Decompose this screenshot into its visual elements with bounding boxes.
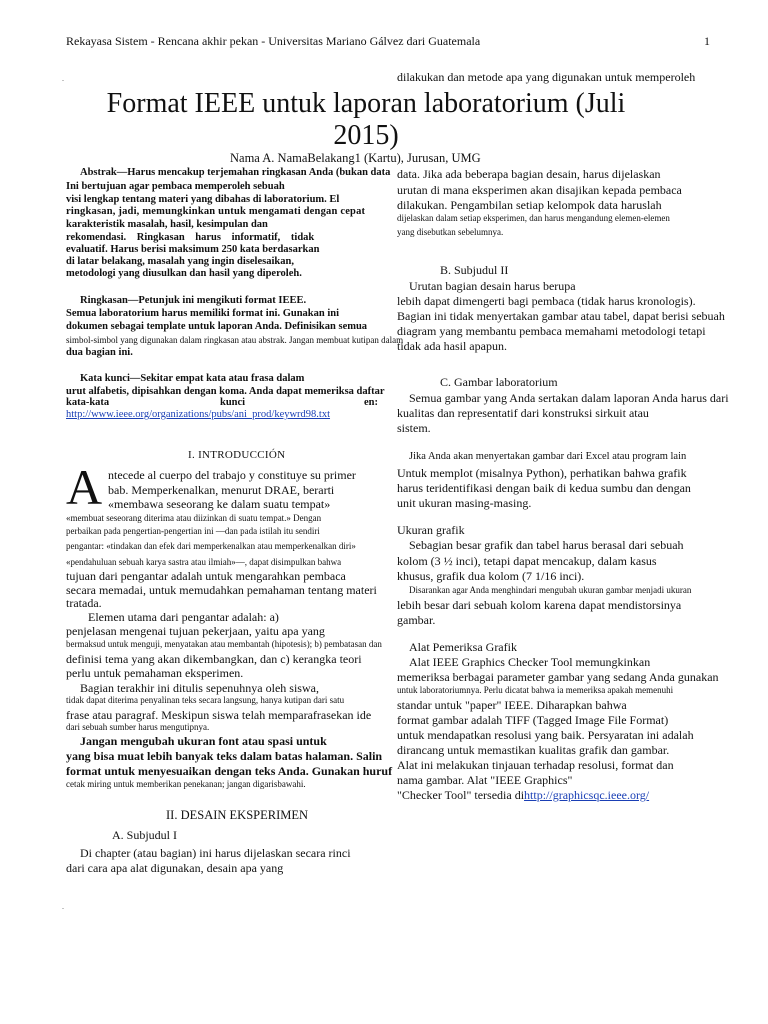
right-p4-line: harus teridentifikasi dengan baik di kedua sumbu dan dengan (397, 481, 691, 495)
checker-line (397, 788, 689, 803)
intro-line: «membuat seseorang diterima atau diizinkan di suatu tempat.» Dengan (66, 513, 322, 523)
right-p6-line: format gambar adalah TIFF (Tagged Image File Format) (397, 713, 669, 727)
right-p1-line: urutan di mana eksperimen akan disajikan kepada pembaca (397, 183, 682, 197)
drop-cap: A (66, 459, 103, 515)
intro-line: tidak dapat diterima penyalinan teks secara langsung, hanya kutipan dari satu (66, 695, 345, 705)
intro-line: perlu untuk pemahaman eksperimen. (66, 666, 244, 680)
running-header: Rekayasa Sistem - Rencana akhir pekan - Universitas Mariano Gálvez dari Guatemala (66, 34, 481, 48)
page-title (66, 88, 666, 152)
keywords-word: kunci (220, 397, 246, 408)
right-p5-line: Sebagian besar grafik dan tabel harus berasal dari sebuah (409, 538, 684, 552)
right-p6-line: nama gambar. Alat "IEEE Graphics" (397, 773, 573, 787)
abstract-line: Abstrak—Harus mencakup terjemahan ringkasan Anda (bukan data (80, 167, 391, 178)
author-line: Nama A. NamaBelakang1 (Kartu), Jurusan, UMG (230, 151, 481, 165)
intro-line: Elemen utama dari pengantar adalah: a) (88, 610, 279, 624)
abstract-line: di latar belakang, masalah yang ingin diselesaikan, (66, 256, 294, 267)
intro-line: bab. Memperkenalkan, menurut DRAE, berarti (108, 483, 335, 497)
right-p5-line: khusus, grafik dua kolom (7 1/16 inci). (397, 569, 585, 583)
abstract-line: karakteristik masalah, hasil, kesimpulan dan (66, 219, 268, 230)
design-line: dari cara apa alat digunakan, desain apa yang (66, 861, 284, 875)
right-p2-line: diagram yang membantu pembaca memahami metodologi tetapi (397, 324, 706, 338)
intro-line: pengantar: «tindakan dan efek dari memperkenalkan atau memperkenalkan diri» (66, 541, 356, 551)
ringkasan-line: dua bagian ini. (66, 347, 133, 358)
intro-line: Jangan mengubah ukuran font atau spasi untuk (80, 734, 327, 748)
right-p1-line: yang disebutkan sebelumnya. (397, 227, 504, 237)
intro-line: cetak miring untuk memberikan penekanan; jangan digarisbawahi. (66, 779, 306, 789)
right-p3-line: kualitas dan representatif dari konstruksi sirkuit atau (397, 406, 649, 420)
right-p3-line: sistem. (397, 421, 431, 435)
right-p6-line: untuk mendapatkan resolusi yang baik. Persyaratan ini adalah (397, 728, 694, 742)
right-p6-line: memeriksa berbagai parameter gambar yang sedang Anda gunakan (397, 670, 719, 684)
keywords-line: urut alfabetis, dipisahkan dengan koma. Anda dapat memeriksa daftar (66, 386, 385, 397)
section-heading-desain: II. DESAIN EKSPERIMEN (166, 808, 309, 822)
abstract-line: rekomendasi. Ringkasan harus informatif, tidak (66, 232, 315, 243)
right-p6-line: Alat ini melakukan tinjauan terhadap resolusi, format dan (397, 758, 674, 772)
title-line-2: 2015) (333, 120, 399, 151)
right-p4-line: unit ukuran masing-masing. (397, 496, 532, 510)
right-p1-line: data. Jika ada beberapa bagian desain, harus dijelaskan (397, 167, 661, 181)
right-p4-line: Untuk memplot (misalnya Python), perhatikan bahwa grafik (397, 466, 687, 480)
keywords-word: en: (364, 397, 378, 408)
intro-line: «pendahuluan sebuah karya sastra atau ilmiah»—, dapat disimpulkan bahwa (66, 557, 342, 567)
intro-line: «membawa seseorang ke dalam suatu tempat» (108, 497, 331, 511)
intro-line: frase atau paragraf. Meskipun siswa telah memparafrasekan ide (66, 708, 372, 722)
abstract-line: evaluatif. Harus berisi maksimum 250 kata berdasarkan (66, 244, 320, 255)
intro-line: perbaikan pada pengertian-pengertian ini —dan pada istilah itu sendiri (66, 526, 320, 536)
right-p6-line: dirancang untuk memastikan kualitas grafik dan gambar. (397, 743, 670, 757)
keywords-line: Kata kunci—Sekitar empat kata atau frasa dalam (80, 373, 305, 384)
checker-text: "Checker Tool" tersedia di (397, 788, 525, 802)
intro-line: Bagian terakhir ini ditulis sepenuhnya oleh siswa, (80, 681, 319, 695)
abstract-line: Ini bertujuan agar pembaca memperoleh sebuah (66, 181, 285, 192)
right-p5-line: lebih besar dari sebuah kolom karena dapat mendistorsinya (397, 598, 682, 612)
right-p2-line: lebih dapat dimengerti bagi pembaca (tidak harus kronologis). (397, 294, 696, 308)
subsection-heading-b: B. Subjudul II (440, 263, 509, 277)
right-p1-line: dijelaskan dalam setiap eksperimen, dan harus mengandung elemen-elemen (397, 213, 670, 223)
intro-line: penjelasan mengenai tujuan pekerjaan, yaitu apa yang (66, 624, 325, 638)
right-p2-line: Bagian ini tidak menyertakan gambar atau tabel, dapat berisi sebuah (397, 309, 725, 323)
ringkasan-line: Ringkasan—Petunjuk ini mengikuti format IEEE. (80, 295, 307, 306)
right-col-top-line: dilakukan dan metode apa yang digunakan untuk memperoleh (397, 70, 696, 84)
section-heading-introduccion: I. INTRODUCCIÓN (188, 449, 286, 461)
subsection-heading-c: C. Gambar laboratorium (440, 375, 558, 389)
intro-line: dari sebuah sumber harus mengutipnya. (66, 722, 210, 732)
ringkasan-line: dokumen sebagai template untuk laporan Anda. Definisikan semua (66, 321, 368, 332)
right-p3-line: Semua gambar yang Anda sertakan dalam laporan Anda harus dari (409, 391, 729, 405)
title-line-1: Format IEEE untuk laporan laboratorium (Juli (106, 88, 626, 119)
page-number: 1 (704, 34, 710, 48)
margin-mark: . (62, 74, 64, 83)
intro-line: tujuan dari pengantar adalah untuk mengarahkan pembaca (66, 569, 346, 583)
right-p5-line: Disarankan agar Anda menghindari mengubah ukuran gambar menjadi ukuran (409, 585, 692, 595)
right-p5-line: gambar. (397, 613, 436, 627)
right-p6-line: standar untuk "paper" IEEE. Diharapkan bahwa (397, 698, 627, 712)
right-p2-line: tidak ada hasil apapun. (397, 339, 507, 353)
design-line: Di chapter (atau bagian) ini harus dijelaskan secara rinci (80, 846, 351, 860)
right-p1-line: dilakukan. Pengambilan setiap kelompok data haruslah (397, 198, 662, 212)
intro-line: secara memadai, untuk memudahkan pemahaman tentang materi (66, 583, 377, 597)
right-p2-line: Urutan bagian desain harus berupa (409, 279, 576, 293)
right-p6-line: untuk laboratoriumnya. Perlu dicatat bahwa ia memeriksa apakah memenuhi (397, 685, 674, 695)
margin-mark: . (62, 902, 64, 911)
intro-line: format untuk menyesuaikan dengan teks Anda. Gunakan huruf (66, 764, 393, 778)
alat-heading: Alat Pemeriksa Grafik (409, 640, 517, 654)
subsection-heading-a: A. Subjudul I (112, 828, 178, 842)
intro-line: bermaksud untuk menguji, menyatakan atau membantah (hipotesis); b) pembatasan dan (66, 639, 382, 649)
right-p6-line: Alat IEEE Graphics Checker Tool memungkinkan (409, 655, 651, 669)
right-p4-line: Jika Anda akan menyertakan gambar dari Excel atau program lain (409, 451, 687, 462)
keywords-link[interactable]: http://www.ieee.org/organizations/pubs/ani_prod/keywrd98.txt (66, 409, 331, 420)
abstract-line: ringkasan, jadi, memungkinkan untuk mengamati dengan cepat (66, 206, 366, 217)
right-p5-line: kolom (3 ½ inci), tetapi dapat mencakup, dalam kasus (397, 554, 657, 568)
intro-line: definisi tema yang akan dikembangkan, dan c) kerangka teori (66, 652, 362, 666)
ringkasan-line: Semua laboratorium harus memiliki format ini. Gunakan ini (66, 308, 340, 319)
ringkasan-line: simbol-simbol yang digunakan dalam ringkasan atau abstrak. Jangan membuat kutipan dalam (66, 335, 404, 345)
abstract-line: metodologi yang diusulkan dan hasil yang diperoleh. (66, 268, 302, 279)
intro-line: tratada. (66, 596, 102, 610)
intro-line: yang bisa muat lebih banyak teks dalam batas halaman. Salin (66, 749, 383, 763)
ukuran-heading: Ukuran grafik (397, 523, 465, 537)
graphics-checker-link[interactable]: http://graphicsqc.ieee.org/ (524, 788, 650, 802)
keywords-word: kata-kata (66, 397, 110, 408)
intro-line: ntecede al cuerpo del trabajo y constituye su primer (108, 468, 356, 482)
abstract-line: visi lengkap tentang materi yang dibahas di laboratorium. El (66, 194, 340, 205)
